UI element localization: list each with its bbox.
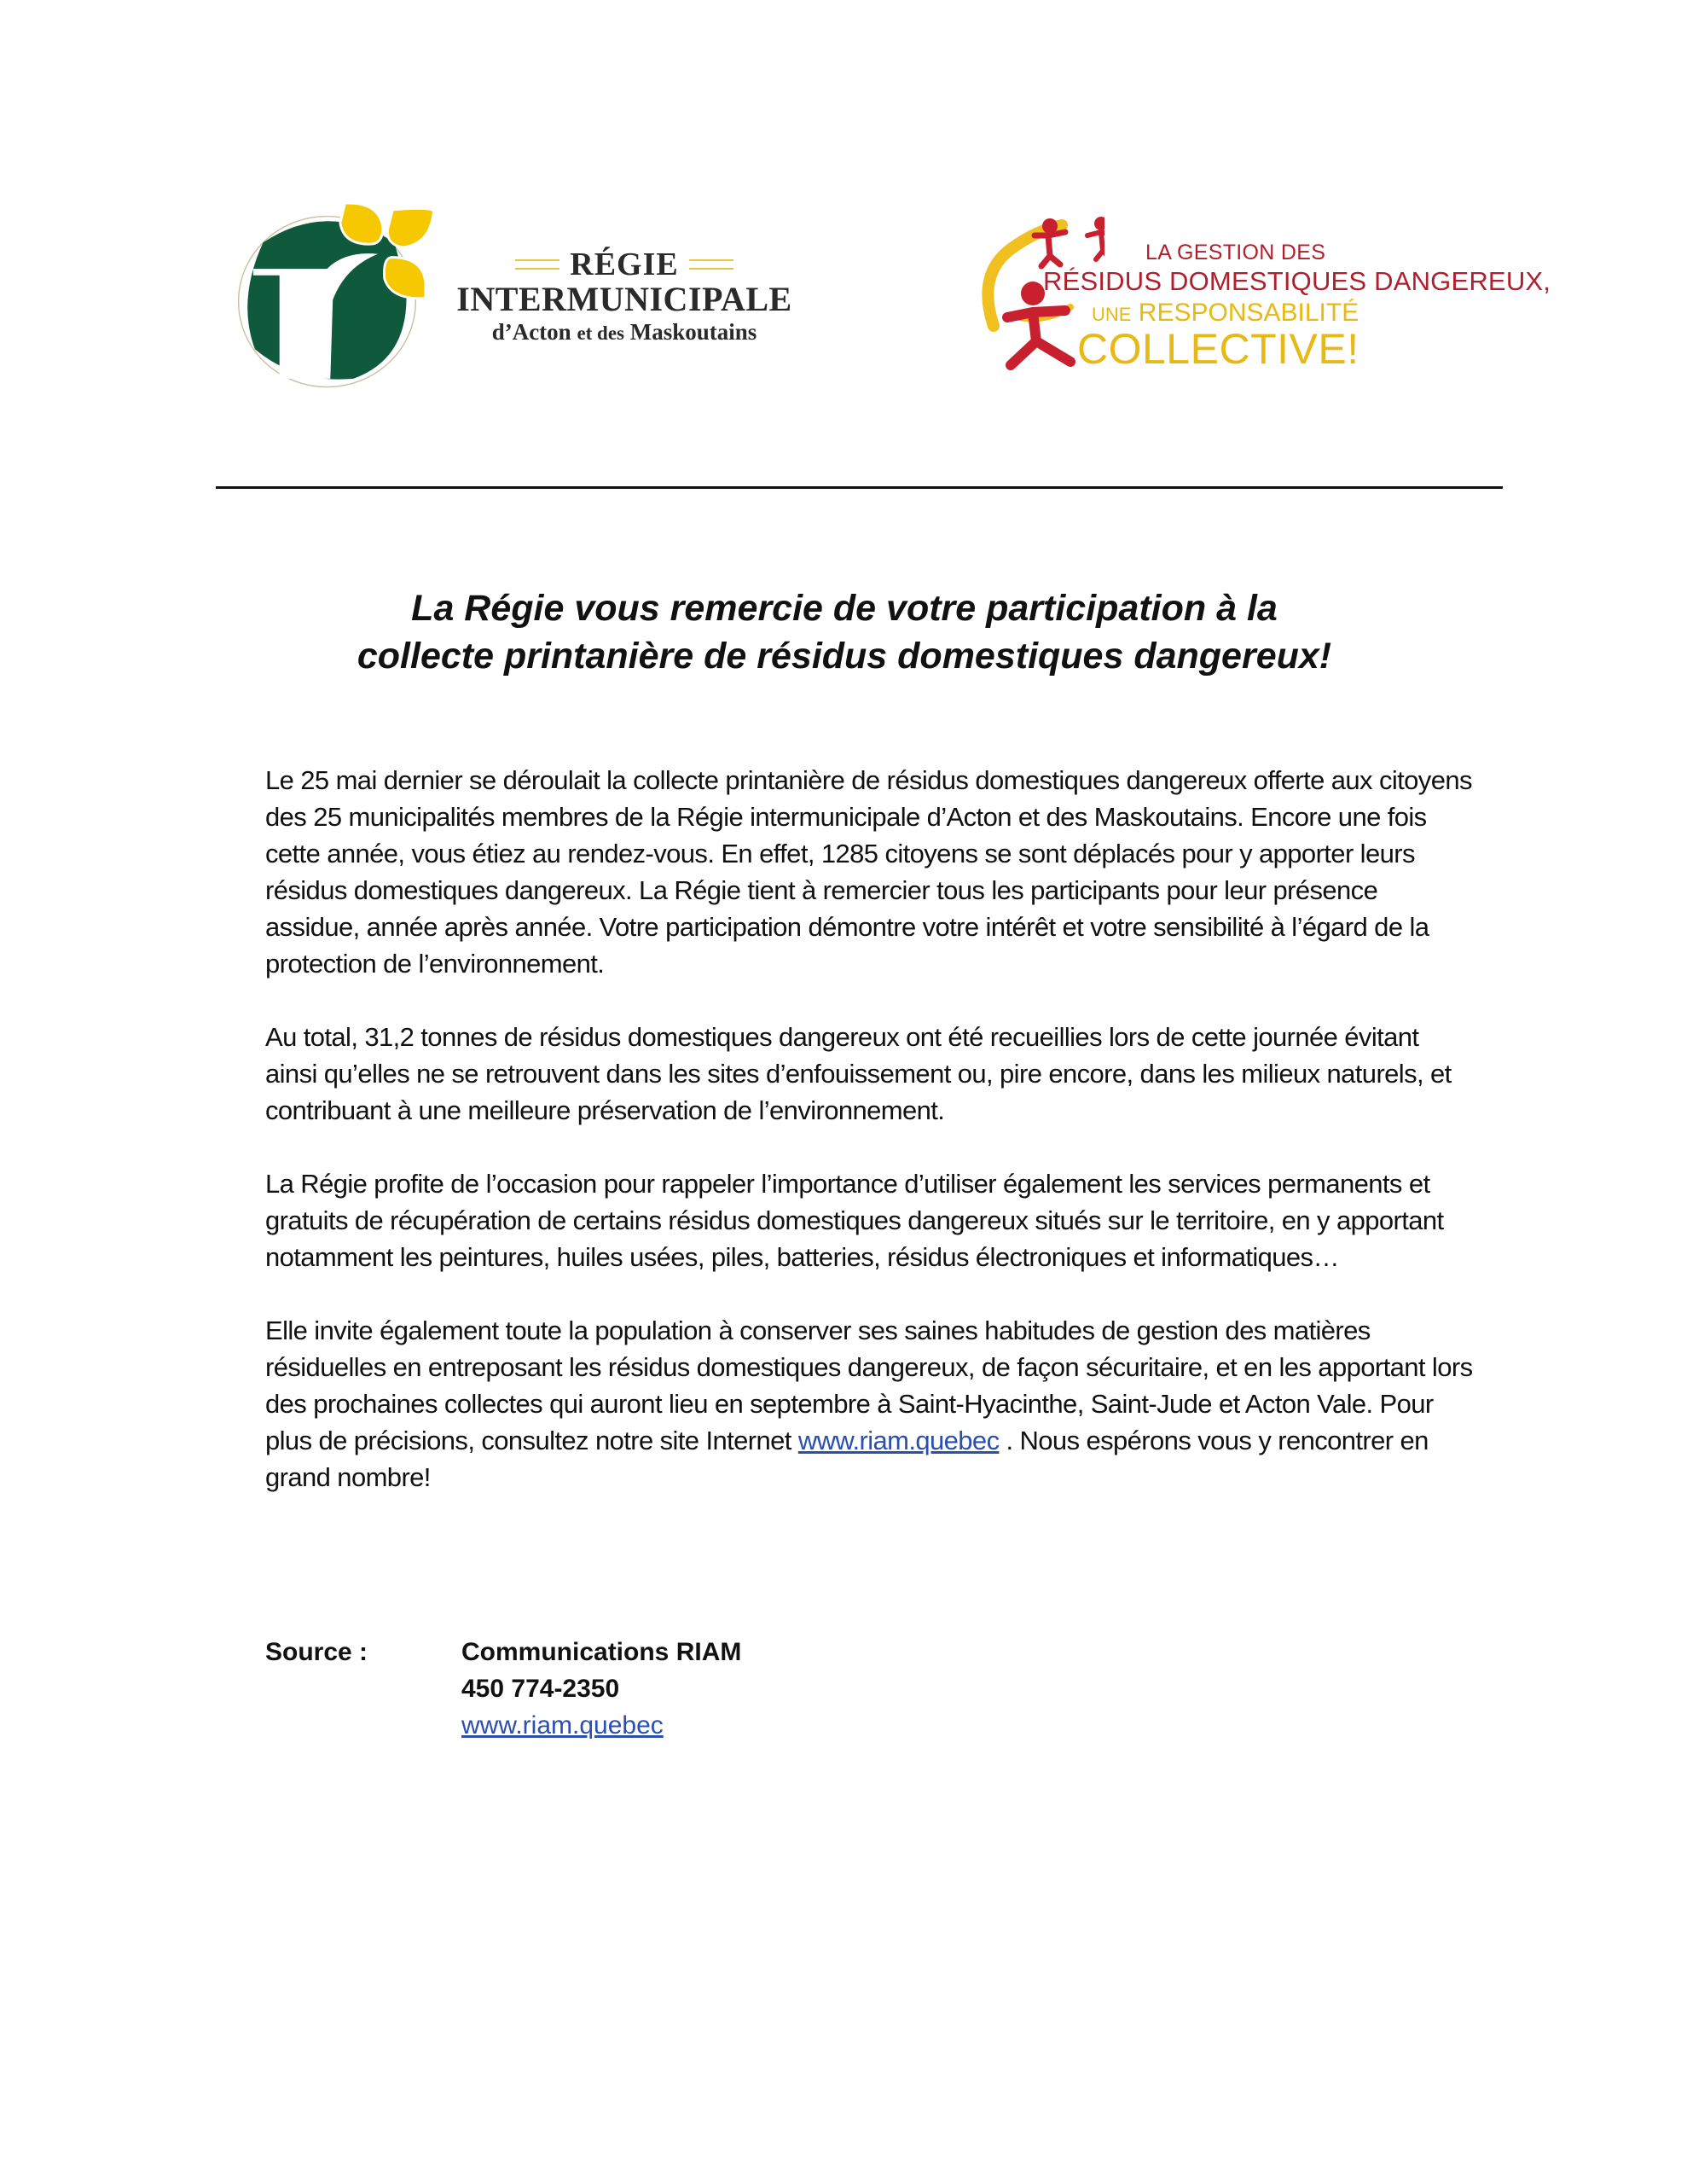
source-label: Source : bbox=[265, 1638, 368, 1666]
logo-sub-maskoutains: Maskoutains bbox=[629, 319, 757, 345]
invitation-closing: . Nous espérons vous y rencontrer en grand nombre! bbox=[265, 1426, 1429, 1492]
riam-emblem-icon bbox=[230, 189, 443, 394]
header-divider bbox=[216, 486, 1503, 489]
logo-dash-left bbox=[515, 259, 559, 270]
logo-regie-line bbox=[454, 247, 795, 282]
riam-logo bbox=[230, 189, 792, 394]
website-link[interactable]: www.riam.quebec bbox=[797, 1426, 1000, 1455]
rdd-campaign-logo bbox=[977, 198, 1551, 377]
document-body bbox=[265, 762, 1476, 1532]
title-line-2: collecte printanière de résidus domestiques dangereux! bbox=[357, 636, 1332, 677]
logo-sub-etdes: et des bbox=[577, 322, 625, 344]
logo-une-text: UNE bbox=[1092, 304, 1132, 325]
logo-line-collective: COLLECTIVE! bbox=[1077, 325, 1359, 373]
logo-intermunicipale-text: INTERMUNICIPALE bbox=[456, 280, 792, 318]
logo-line-responsabilite bbox=[1092, 299, 1359, 328]
source-phone: 450 774-2350 bbox=[461, 1675, 620, 1703]
paragraph-services: La Régie profite de l’occasion pour rappeler l’importance d’utiliser également les services permanents et gratuits de récupération de certains résidus domestiques dangereux situés sur le territoire, en y apportant notamment les peintures, huiles usées, piles, batteries, résidus électroniques et informatiques… bbox=[265, 1169, 1444, 1272]
source-organization: Communications RIAM bbox=[461, 1638, 742, 1666]
source-contact bbox=[461, 1634, 741, 1744]
logo-line-gestion: LA GESTION DES bbox=[1145, 241, 1326, 264]
logo-sub-acton: d’Acton bbox=[491, 319, 571, 345]
paragraph-tonnage: Au total, 31,2 tonnes de résidus domestiques dangereux ont été recueillies lors de cette journée évitant ainsi qu’elles ne se retrouvent dans les sites d’enfouissement ou, pire encore, dans les milieux naturels, et contribuant à une meilleure préservation de l’environnement. bbox=[265, 1022, 1452, 1125]
paragraph-participation: Le 25 mai dernier se déroulait la collecte printanière de résidus domestiques dangereux offerte aux citoyens des 25 municipalités membres de la Régie intermunicipale d’Acton et des Maskoutains. Encore une fois cette année, vous étiez au rendez-vous. En effet, 1285 citoyens se sont déplacés pour y apporter leurs résidus domestiques dangereux. La Régie tient à remercier tous les participants pour leur présence assidue, année après année. Votre participation démontre votre intérêt et votre sensibilité à l’égard de la protection de l’environnement. bbox=[265, 765, 1472, 979]
document-title bbox=[239, 584, 1450, 680]
source-website-link[interactable]: www.riam.quebec bbox=[461, 1711, 664, 1740]
title-line-1: La Régie vous remercie de votre participation à la bbox=[411, 588, 1278, 629]
logo-responsabilite-text: RESPONSABILITÉ bbox=[1138, 299, 1359, 327]
paragraph-invitation bbox=[265, 1312, 1476, 1496]
logo-regie-text: RÉGIE bbox=[570, 247, 679, 282]
logo-line-rdd: RÉSIDUS DOMESTIQUES DANGEREUX, bbox=[1043, 266, 1551, 296]
invitation-text: Elle invite également toute la population à conserver ses saines habitudes de gestion des matières résiduelles en entreposant les résidus domestiques dangereux, de façon sécuritaire, et en les apportant lors des prochaines collectes qui auront lieu en septembre à Saint-Hyacinthe, Saint-Jude et Acton Vale. Pour plus de précisions, consultez notre site Internet bbox=[265, 1316, 1473, 1455]
logo-subtitle bbox=[454, 317, 795, 348]
logo-dash-right bbox=[689, 259, 733, 270]
